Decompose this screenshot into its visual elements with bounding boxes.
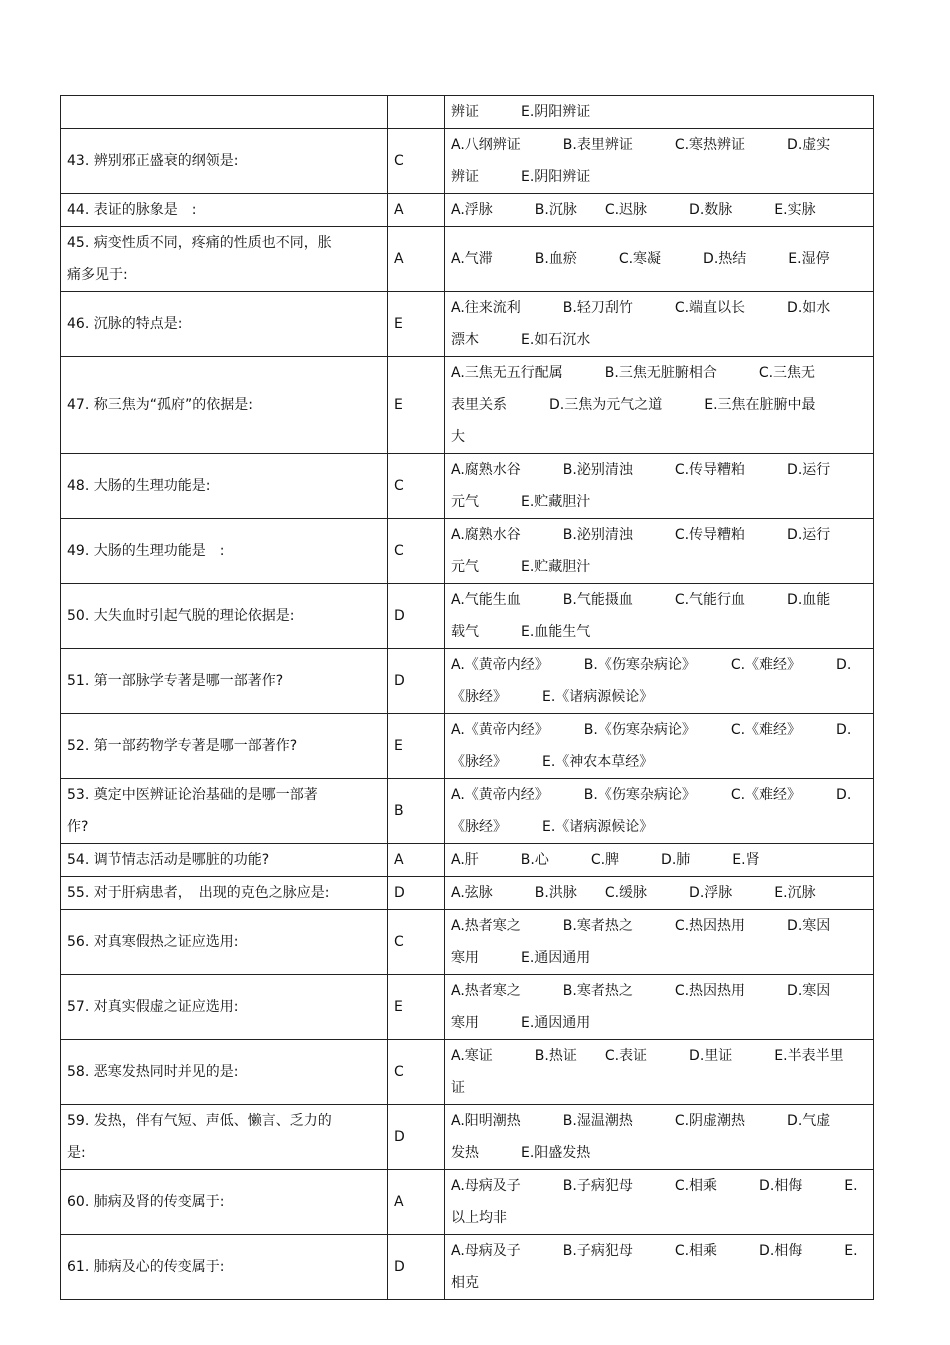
answer-cell: C [388, 519, 445, 584]
options-cell: A.热者寒之 B.寒者热之 C.热因热用 D.寒因 寒用 E.通因通用 [445, 975, 874, 1040]
table-row [61, 357, 874, 454]
question-cell: 54. 调节情志活动是哪脏的功能? [61, 844, 388, 877]
question-cell: 50. 大失血时引起气脱的理论依据是: [61, 584, 388, 649]
question-cell: 56. 对真寒假热之证应选用: [61, 910, 388, 975]
options-cell: A.气滞 B.血瘀 C.寒凝 D.热结 E.湿停 [445, 227, 874, 292]
options-cell: 辨证 E.阴阳辨证 [445, 96, 874, 129]
table-row [61, 194, 874, 227]
answer-cell: A [388, 194, 445, 227]
table-row [61, 519, 874, 584]
exam-answer-table-page [60, 95, 873, 1300]
options-cell: A.腐熟水谷 B.泌别清浊 C.传导糟粕 D.运行 元气 E.贮藏胆汁 [445, 454, 874, 519]
table-row [61, 96, 874, 129]
answer-cell: B [388, 779, 445, 844]
options-cell: A.母病及子 B.子病犯母 C.相乘 D.相侮 E. 相克 [445, 1235, 874, 1300]
options-cell: A.腐熟水谷 B.泌别清浊 C.传导糟粕 D.运行 元气 E.贮藏胆汁 [445, 519, 874, 584]
question-answer-table [60, 95, 874, 1300]
answer-cell: A [388, 1170, 445, 1235]
answer-cell: E [388, 975, 445, 1040]
table-row [61, 584, 874, 649]
question-cell: 47. 称三焦为“孤府”的依据是: [61, 357, 388, 454]
options-cell: A.往来流利 B.轻刀刮竹 C.端直以长 D.如水 漂木 E.如石沉水 [445, 292, 874, 357]
table-row [61, 1235, 874, 1300]
table-row [61, 227, 874, 292]
answer-cell: A [388, 227, 445, 292]
question-cell: 52. 第一部药物学专著是哪一部著作? [61, 714, 388, 779]
question-cell: 43. 辨别邪正盛衰的纲领是: [61, 129, 388, 194]
answer-cell: D [388, 584, 445, 649]
answer-cell [388, 96, 445, 129]
question-cell: 46. 沉脉的特点是: [61, 292, 388, 357]
question-cell: 57. 对真实假虚之证应选用: [61, 975, 388, 1040]
options-cell: A.《黄帝内经》 B.《伤寒杂病论》 C.《难经》 D. 《脉经》 E.《神农本草经》 [445, 714, 874, 779]
table-row [61, 454, 874, 519]
table-row [61, 975, 874, 1040]
options-cell: A.热者寒之 B.寒者热之 C.热因热用 D.寒因 寒用 E.通因通用 [445, 910, 874, 975]
options-cell: A.《黄帝内经》 B.《伤寒杂病论》 C.《难经》 D. 《脉经》 E.《诸病源候论》 [445, 649, 874, 714]
options-cell: A.阳明潮热 B.湿温潮热 C.阴虚潮热 D.气虚 发热 E.阳盛发热 [445, 1105, 874, 1170]
table-row [61, 714, 874, 779]
answer-cell: C [388, 129, 445, 194]
options-cell: A.《黄帝内经》 B.《伤寒杂病论》 C.《难经》 D. 《脉经》 E.《诸病源候论》 [445, 779, 874, 844]
answer-cell: E [388, 292, 445, 357]
answer-cell: C [388, 454, 445, 519]
table-row [61, 1040, 874, 1105]
answer-cell: C [388, 1040, 445, 1105]
question-cell: 44. 表证的脉象是 : [61, 194, 388, 227]
options-cell: A.浮脉 B.沉脉 C.迟脉 D.数脉 E.实脉 [445, 194, 874, 227]
answer-cell: D [388, 877, 445, 910]
question-cell: 53. 奠定中医辨证论治基础的是哪一部著 作? [61, 779, 388, 844]
answer-cell: A [388, 844, 445, 877]
question-cell: 51. 第一部脉学专著是哪一部著作? [61, 649, 388, 714]
table-row [61, 649, 874, 714]
answer-cell: C [388, 910, 445, 975]
answer-cell: D [388, 1105, 445, 1170]
question-cell: 61. 肺病及心的传变属于: [61, 1235, 388, 1300]
options-cell: A.母病及子 B.子病犯母 C.相乘 D.相侮 E. 以上均非 [445, 1170, 874, 1235]
options-cell: A.三焦无五行配属 B.三焦无脏腑相合 C.三焦无 表里关系 D.三焦为元气之道 E.三焦在脏腑中最 大 [445, 357, 874, 454]
table-row [61, 129, 874, 194]
answer-cell: D [388, 1235, 445, 1300]
table-row [61, 877, 874, 910]
table-row [61, 1105, 874, 1170]
question-cell: 49. 大肠的生理功能是 : [61, 519, 388, 584]
table-row [61, 779, 874, 844]
answer-cell: E [388, 714, 445, 779]
answer-cell: E [388, 357, 445, 454]
options-cell: A.弦脉 B.洪脉 C.缓脉 D.浮脉 E.沉脉 [445, 877, 874, 910]
question-cell: 60. 肺病及肾的传变属于: [61, 1170, 388, 1235]
question-cell: 45. 病变性质不同，疼痛的性质也不同，胀 痛多见于: [61, 227, 388, 292]
question-cell: 48. 大肠的生理功能是: [61, 454, 388, 519]
options-cell: A.肝 B.心 C.脾 D.肺 E.肾 [445, 844, 874, 877]
options-cell: A.寒证 B.热证 C.表证 D.里证 E.半表半里 证 [445, 1040, 874, 1105]
question-cell [61, 96, 388, 129]
table-row [61, 1170, 874, 1235]
table-row [61, 844, 874, 877]
table-row [61, 910, 874, 975]
options-cell: A.气能生血 B.气能摄血 C.气能行血 D.血能 载气 E.血能生气 [445, 584, 874, 649]
answer-cell: D [388, 649, 445, 714]
question-cell: 55. 对于肝病患者， 出现的克色之脉应是: [61, 877, 388, 910]
table-body [61, 96, 874, 1300]
question-cell: 58. 恶寒发热同时并见的是: [61, 1040, 388, 1105]
options-cell: A.八纲辨证 B.表里辨证 C.寒热辨证 D.虚实 辨证 E.阴阳辨证 [445, 129, 874, 194]
table-row [61, 292, 874, 357]
question-cell: 59. 发热，伴有气短、声低、懒言、乏力的 是: [61, 1105, 388, 1170]
